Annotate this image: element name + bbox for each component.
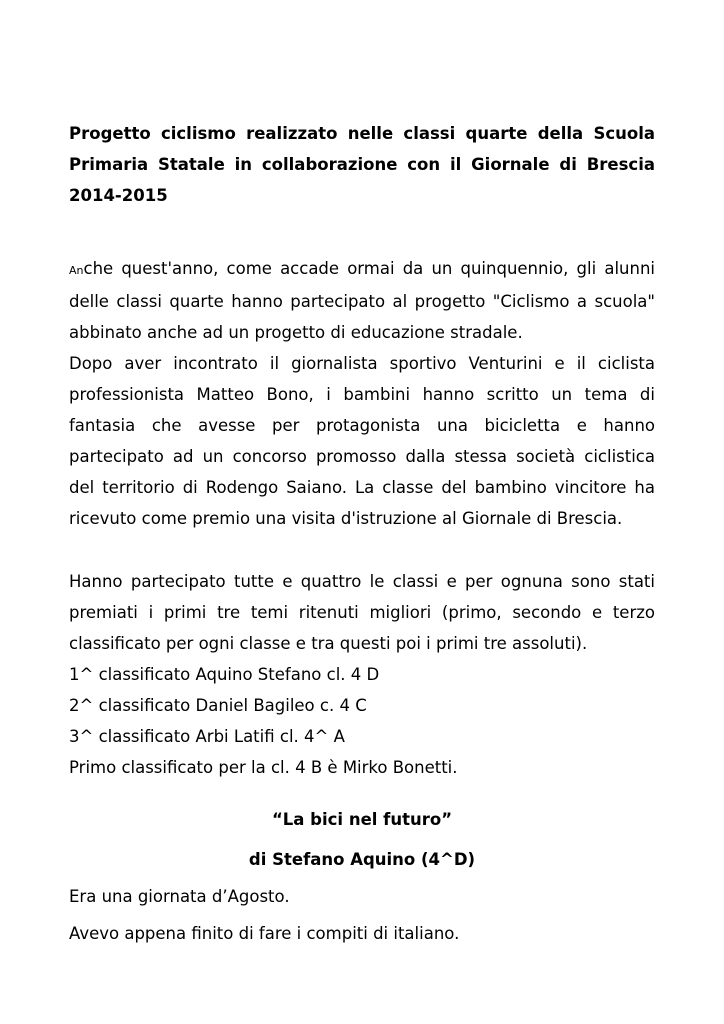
paragraph-line: Dopo aver incontrato il giornalista sportivo Venturini e il ciclista bbox=[69, 354, 655, 373]
story-line: Avevo appena finito di fare i compiti di italiano. bbox=[69, 924, 460, 943]
ranking-item: 3^ classificato Arbi Latifi cl. 4^ A bbox=[69, 727, 345, 746]
results-paragraph bbox=[69, 566, 655, 659]
ranking-item: 1^ classificato Aquino Stefano cl. 4 D bbox=[69, 665, 380, 684]
story-author: di Stefano Aquino (4^D) bbox=[248, 850, 476, 869]
paragraph-line: premiati i primi tre temi ritenuti migliori (primo, secondo e terzo bbox=[69, 603, 655, 622]
paragraph-line: Hanno partecipato tutte e quattro le classi e per ognuna sono stati bbox=[69, 572, 655, 591]
paragraph-line-text: che quest'anno, come accade ormai da un quinquennio, gli alunni bbox=[83, 259, 655, 278]
paragraph-line: classificato per ogni classe e tra questi poi i primi tre assoluti). bbox=[69, 634, 588, 653]
ranking-item: 2^ classificato Daniel Bagileo c. 4 C bbox=[69, 696, 367, 715]
paragraph-line: ricevuto come premio una visita d'istruzione al Giornale di Brescia. bbox=[69, 509, 623, 528]
drop-prefix: An bbox=[69, 264, 84, 277]
paragraph-line: delle classi quarte hanno partecipato al progetto "Ciclismo a scuola" bbox=[69, 292, 655, 311]
paragraph-line bbox=[69, 253, 655, 286]
intro-paragraph bbox=[69, 253, 655, 534]
paragraph-line: fantasia che avesse per protagonista una bicicletta e hanno bbox=[69, 416, 655, 435]
heading-line: Primaria Statale in collaborazione con il Giornale di Brescia bbox=[69, 155, 655, 174]
heading-line: 2014-2015 bbox=[69, 186, 168, 205]
story-title: “La bici nel futuro” bbox=[271, 810, 453, 829]
document-page bbox=[69, 118, 655, 951]
ranking-list bbox=[69, 659, 655, 783]
story-line: Era una giornata d’Agosto. bbox=[69, 887, 290, 906]
paragraph-line: partecipato ad un concorso promosso dalla stessa società ciclistica bbox=[69, 447, 655, 466]
paragraph-line: del territorio di Rodengo Saiano. La classe del bambino vincitore ha bbox=[69, 478, 655, 497]
paragraph-line: abbinato anche ad un progetto di educazione stradale. bbox=[69, 323, 523, 342]
heading-line: Progetto ciclismo realizzato nelle classi quarte della Scuola bbox=[69, 124, 655, 143]
document-heading bbox=[69, 118, 655, 211]
ranking-item: Primo classificato per la cl. 4 B è Mirko Bonetti. bbox=[69, 758, 458, 777]
paragraph-line: professionista Matteo Bono, i bambini hanno scritto un tema di bbox=[69, 385, 655, 404]
